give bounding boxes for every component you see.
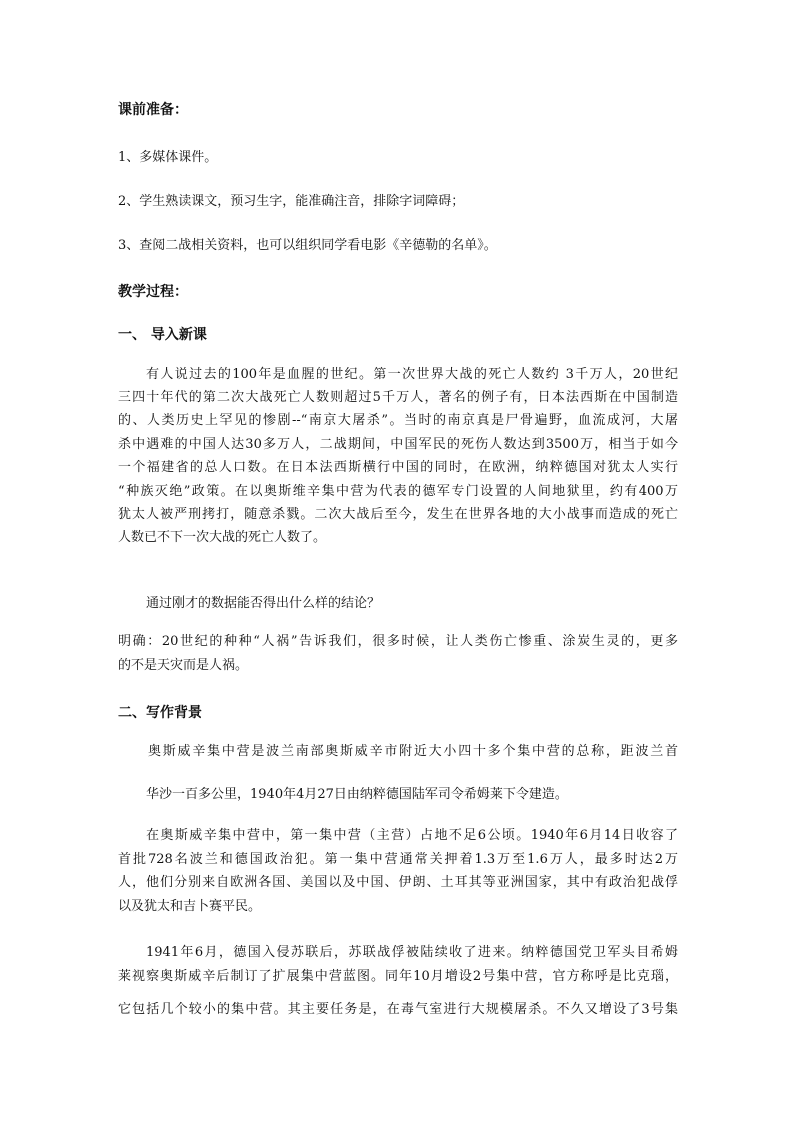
answer-line-2: 的不是天灾而是人祸。 <box>118 658 249 673</box>
intro-line-6: “种族灭绝”政策。在以奥斯维辛集中营为代表的德军专门设置的人间地狱里，约有400万 <box>118 484 678 499</box>
process-heading: 教学过程： <box>118 284 188 300</box>
background-p2-line-3: 人，他们分别来自欧洲各国、美国以及中国、伊朗、土耳其等亚洲国家，其中有政治犯战俘 <box>118 875 678 890</box>
prep-heading: 课前准备： <box>118 102 188 118</box>
question-text: 通过刚才的数据能否得出什么样的结论？ <box>146 596 381 611</box>
background-p3-line-2: 莱视察奥斯威辛后制订了扩展集中营蓝图。同年10月增设2号集中营，官方称呼是比克瑙， <box>118 969 678 984</box>
section2-heading: 二、写作背景 <box>118 705 202 721</box>
background-p3-line-3: 它包括几个较小的集中营。其主要任务是，在毒气室进行大规模屠杀。不久又增设了3号集 <box>118 1002 678 1017</box>
prep-item-1: 1、多媒体课件。 <box>118 150 218 165</box>
intro-line-1: 有人说过去的100年是血腥的世纪。第一次世界大战的死亡人数约 3千万人，20世纪 <box>146 367 678 382</box>
answer-line-1: 明确：20世纪的种种“人祸”告诉我们，很多时候，让人类伤亡惨重、涂炭生灵的，更多 <box>118 634 678 649</box>
prep-item-3: 3、查阅二战相关资料，也可以组织同学看电影《辛德勒的名单》。 <box>118 238 497 253</box>
background-p3-line-1: 1941年6月，德国入侵苏联后，苏联战俘被陆续收了进来。纳粹德国党卫军头目希姆 <box>146 945 678 960</box>
background-p2-line-2: 首批728名波兰和德国政治犯。第一集中营通常关押着1.3万至1.6万人，最多时达2万 <box>118 852 678 867</box>
intro-line-3: 的、人类历史上罕见的惨剧--“南京大屠杀”。当时的南京真是尸骨遍野，血流成河，大屠 <box>118 413 678 428</box>
intro-line-2: 三四十年代的第二次大战死亡人数则超过5千万人，著名的例子有，日本法西斯在中国制造 <box>118 390 678 405</box>
background-p1-line-2: 华沙一百多公里，1940年4月27日由纳粹德国陆军司令希姆莱下令建造。 <box>146 787 568 802</box>
prep-item-2: 2、学生熟读课文，预习生字，能准确注音，排除字词障碍； <box>118 194 465 209</box>
intro-line-8: 人数已不下一次大战的死亡人数了。 <box>118 530 327 545</box>
section1-heading: 一、 导入新课 <box>118 327 207 343</box>
background-p1-line-1: 奥斯威辛集中营是波兰南部奥斯威辛市附近大小四十多个集中营的总称，距波兰首 <box>148 744 678 759</box>
intro-line-7: 犹太人被严刑拷打，随意杀戮。二次大战后至今，发生在世界各地的大小战事而造成的死亡 <box>118 507 678 522</box>
intro-line-4: 杀中遇难的中国人达30多万人，二战期间，中国军民的死伤人数达到3500万，相当于如今 <box>118 437 678 452</box>
intro-line-5: 一个福建省的总人口数。在日本法西斯横行中国的同时，在欧洲，纳粹德国对犹太人实行 <box>118 460 678 475</box>
background-p2-line-1: 在奥斯威辛集中营中，第一集中营（主营）占地不足6公顷。1940年6月14日收容了 <box>146 828 678 843</box>
background-p2-line-4: 以及犹太和吉卜赛平民。 <box>118 899 262 914</box>
